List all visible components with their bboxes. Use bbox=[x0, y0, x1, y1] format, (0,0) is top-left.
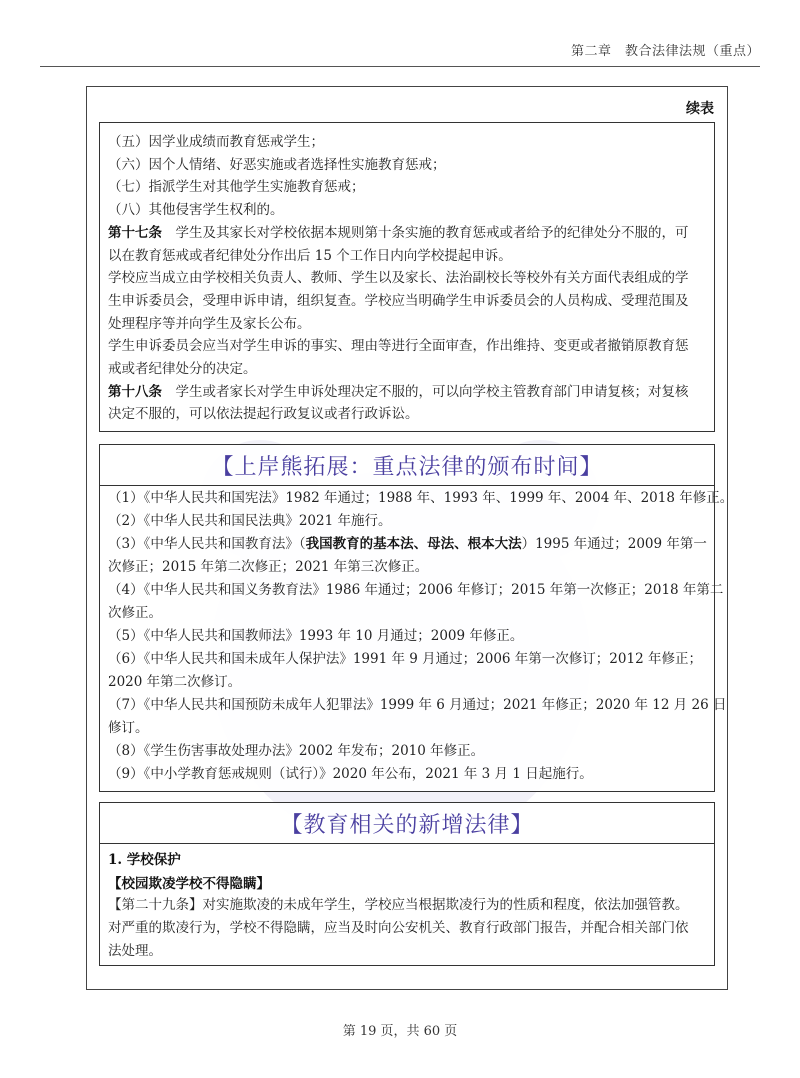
text-line: （2）《中华人民共和国民法典》2021 年施行。 bbox=[108, 513, 392, 529]
text-line: 学校应当成立由学校相关负责人、教师、学生以及家长、法治副校长等校外有关方面代表组成的学 bbox=[108, 270, 689, 287]
text-line: 戒或者纪律处分的决定。 bbox=[108, 361, 257, 377]
continued-label: 续表 bbox=[686, 101, 714, 117]
text-line: 以在教育惩戒或者纪律处分作出后 15 个工作日内向学校提起申诉。 bbox=[108, 247, 512, 264]
regulation-box bbox=[99, 122, 715, 432]
text-line: （1）《中华人民共和国宪法》1982 年通过；1988 年、1993 年、1999 年、2004 年、2018 年修正。 bbox=[108, 490, 734, 506]
law-dates-banner: 【上岸熊拓展：重点法律的颁布时间】 bbox=[100, 445, 714, 486]
text-line bbox=[108, 535, 708, 553]
text-line: （9）《中小学教育惩戒规则（试行）》2020 年公布，2021 年 3 月 1 日起施行。 bbox=[108, 766, 593, 782]
emphasis-text: 我国教育的基本法、母法、根本大法 bbox=[305, 536, 522, 552]
text-line: 次修正；2015 年第二次修正；2021 年第三次修正。 bbox=[108, 559, 429, 575]
text-line: 2020 年第二次修订。 bbox=[108, 674, 242, 690]
text-line: （8）《学生伤害事故处理办法》2002 年发布；2010 年修正。 bbox=[108, 743, 485, 759]
section-title: 1. 学校保护 bbox=[108, 852, 181, 868]
article-text: 学生及其家长对学校依据本规则第十条实施的教育惩戒或者给予的纪律处分不服的，可 bbox=[162, 224, 689, 241]
chapter-header: 第二章 教合法律法规（重点） bbox=[570, 44, 760, 59]
text-line: （七）指派学生对其他学生实施教育惩戒； bbox=[108, 179, 365, 196]
text-line bbox=[108, 224, 708, 242]
text-line: 次修正。 bbox=[108, 605, 162, 621]
text-line: （八）其他侵害学生权利的。 bbox=[108, 202, 284, 219]
text-line: 【第二十九条】对实施欺凌的未成年学生，学校应当根据欺凌行为的性质和程度，依法加强管教。 bbox=[108, 897, 689, 913]
text-line: （4）《中华人民共和国义务教育法》1986 年通过；2006 年修订；2015 年第一次修正；2018 年第二 bbox=[108, 582, 724, 598]
article-number: 第十七条 bbox=[108, 224, 162, 241]
text-line: （7）《中华人民共和国预防未成年人犯罪法》1999 年 6 月通过；2021 年修正；2020 年 12 月 26 日 bbox=[108, 697, 727, 713]
header-divider bbox=[40, 66, 760, 67]
text-line: 法处理。 bbox=[108, 943, 162, 959]
new-laws-banner: 【教育相关的新增法律】 bbox=[100, 803, 714, 844]
text-line: 修订。 bbox=[108, 720, 149, 736]
text-line: 决定不服的，可以依法提起行政复议或者行政诉讼。 bbox=[108, 406, 419, 423]
text-line: 对严重的欺凌行为，学校不得隐瞒，应当及时向公安机关、教育行政部门报告，并配合相关部门依 bbox=[108, 920, 689, 936]
line-text-after: ）1995 年通过；2009 年第一 bbox=[521, 536, 707, 552]
text-line bbox=[108, 383, 708, 401]
text-line: （6）《中华人民共和国未成年人保护法》1991 年 9 月通过；2006 年第一次修订；2012 年修正； bbox=[108, 651, 702, 667]
new-laws-box bbox=[99, 802, 715, 966]
law-dates-box bbox=[99, 444, 734, 792]
page-number: 第 19 页，共 60 页 bbox=[342, 1024, 458, 1039]
line-text: （3）《中华人民共和国教育法》（ bbox=[108, 536, 306, 552]
text-line: （5）《中华人民共和国教师法》1993 年 10 月通过；2009 年修正。 bbox=[108, 628, 524, 644]
article-number: 第十八条 bbox=[108, 383, 162, 400]
subsection-title: 【校园欺凌学校不得隐瞒】 bbox=[108, 876, 270, 892]
text-line: 学生申诉委员会应当对学生申诉的事实、理由等进行全面审查，作出维持、变更或者撤销原教育惩 bbox=[108, 338, 689, 355]
text-line: （六）因个人情绪、好恶实施或者选择性实施教育惩戒； bbox=[108, 156, 446, 173]
text-line: 生申诉委员会，受理申诉申请，组织复查。学校应当明确学生申诉委员会的人员构成、受理范围及 bbox=[108, 292, 689, 309]
text-line: 处理程序等并向学生及家长公布。 bbox=[108, 315, 311, 332]
article-text: 学生或者家长对学生申诉处理决定不服的，可以向学校主管教育部门申请复核；对复核 bbox=[162, 383, 689, 400]
text-line: （五）因学业成绩而教育惩戒学生； bbox=[108, 134, 324, 150]
